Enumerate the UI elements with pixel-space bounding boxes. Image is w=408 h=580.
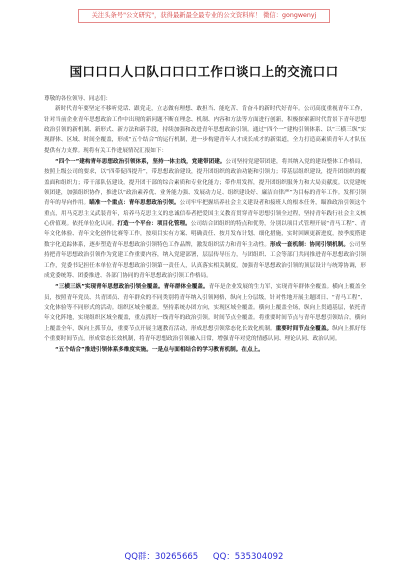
footer-qq-group: QQ群：30265665 <box>124 552 199 562</box>
section-1-heading: “四个一”建构青年思想政治引领体系，坚持一体主线，党建带团建。 <box>55 159 226 166</box>
section-3-heading: “五个结合”推进引领体系多维度实施。一是点与面相结合的学习教育机制。在点上。 <box>55 347 264 354</box>
promo-banner: 关注头条号"公文研究"，获得最新最全最专业的公文资料库！ 微信：gongwenyj <box>78 9 330 23</box>
section-2-heading: “三横三纵”实现青年思想政治引领全覆盖。青年群体全覆盖。 <box>55 284 209 291</box>
section-1-point-2-heading: 打造一个平台：项目化管理。 <box>117 221 191 228</box>
section-2-end-heading: 重要时间节点全覆盖。 <box>275 325 333 332</box>
section-2-end-body: 纵向上抓好每个重要时间节点，形成常态长效机制，将青年思想政治引领融入日常，增强青年对党的情感认同、理论认同、政治认同。 <box>44 325 366 342</box>
greeting: 尊敬的各位领导、同志们： <box>44 96 112 102</box>
section-3-paragraph <box>44 345 366 355</box>
intro-paragraph: 新时代青年要坚定不移听党话、跟党走，立志做有理想、敢担当、能吃苦、肯奋斗的新时代好青年。公司高度重视青年工作，针对当前企业青年思想政治工作中出现的新问题不断在理念、机制、内容和方法等方面进行创新，积极探索新时代背景下青年思想政治引领的新机制、新形式、新方法和新手段，持续加强和改进青年思想政治引领。通过“四个一”建构引领体系、以“三横三纵”实现群体、区域、时间全覆盖，形成“五个结合”的运行机制，进一步构建青年人才成长成才的新渠道，全力打造高素质青年人才队伍提供有力支撑。现将有关工作进展情况汇报如下： <box>44 106 366 154</box>
section-1-point-3-heading: 形成一套机制：协同引领机制。 <box>269 241 350 248</box>
contact-footer <box>0 550 408 562</box>
section-1-paragraph <box>44 157 366 281</box>
footer-qq: QQ：535304092 <box>212 552 284 562</box>
section-1-point-1-heading: 瞄准一个重点：青年思想政治引领。 <box>89 200 180 207</box>
section-1-point-2-body: 公司结合团组织的特点和优势，分别以项目式管理开展“青马工程”、青年文化体验、青年文化创作比赛等工作，按项目实有方案、明确责任、按月发布计划、细化措施，实时回顾更新进度，按季度搭建数字化追踪体系，逐步塑造青年思想政治引领特色工作品牌，激发组织活力和青年主动性。 <box>44 221 366 248</box>
section-1-point-1-body: 公司牢牢把握培养社会主义建设者和接班人的根本任务，瞄准政治引领这个重点，用马克思主义武装青年，培养马克思主义的忠诚信奉者把爱国主义教育贯穿青年思想引领全过程，坚持青年践行社会主义核心价值观。依托单位化认同。 <box>44 200 366 228</box>
section-2-paragraph <box>44 282 366 344</box>
section-1-point-3-body: 公司坚持把青年思想政治引领作为党建工作重要内容，纳入党建部署，层层传导压力，与团组织、工会等部门共同推进青年思想政治引领工作，党委书记担任本单位青年思想政治引领第一责任人，认真落实相关制度，加强青年思想政治引领的顶层设计与统筹协调，形成党委统筹、团委推进、各部门协同的青年思想政治引领工作格局。 <box>44 241 366 279</box>
document-body <box>44 94 366 356</box>
section-2-body: 青年是企业发展的生力军，实现青年群体全覆盖。横向上覆盖全员，按照青年党员、共青团员、青年群众的不同类别将青年纳入引领网格，纵向上分层级，针对性地开展主题团日、“青马工程”、文化体验等不同形式的活动。组织区域全覆盖。坚持系统办团方向，实现区域全覆盖。横向上覆盖全场，纵向上贯通基层，依托青年文化阵地，实现组织区域全覆盖，重点抓好一线青年的政治引领。时间节点全覆盖。将重要时间节点与青年思想引领结合，横向上覆盖全年，纵向上抓节点，重要节点开展主题教育活动，形成思想引领常态化长效化机制。 <box>44 284 366 332</box>
document-title: 国口口口人口队口口口工作口谈口上的交流口口 <box>69 64 339 79</box>
section-1-body: 公司坚持党建带团建，将其纳入党的建设整体工作格局，按照上级公司的要求，以“四带促四提升”，带思想政治建设，提升团组织的政治功能和引领力；带基层组织建设，提升团组织的覆盖面和组织力；带干部队伍建设，提升团干部的综合素质和专业化能力；带作用发挥，提升团组织服务力和大局贡献度。以党建统领团建，加强组织协作，推进以“政治素养优、业务能力强、发展动力足、组织建设好、廉洁自律严”为目标的青年工作。发挥引领青年的导向作用。 <box>44 159 366 207</box>
